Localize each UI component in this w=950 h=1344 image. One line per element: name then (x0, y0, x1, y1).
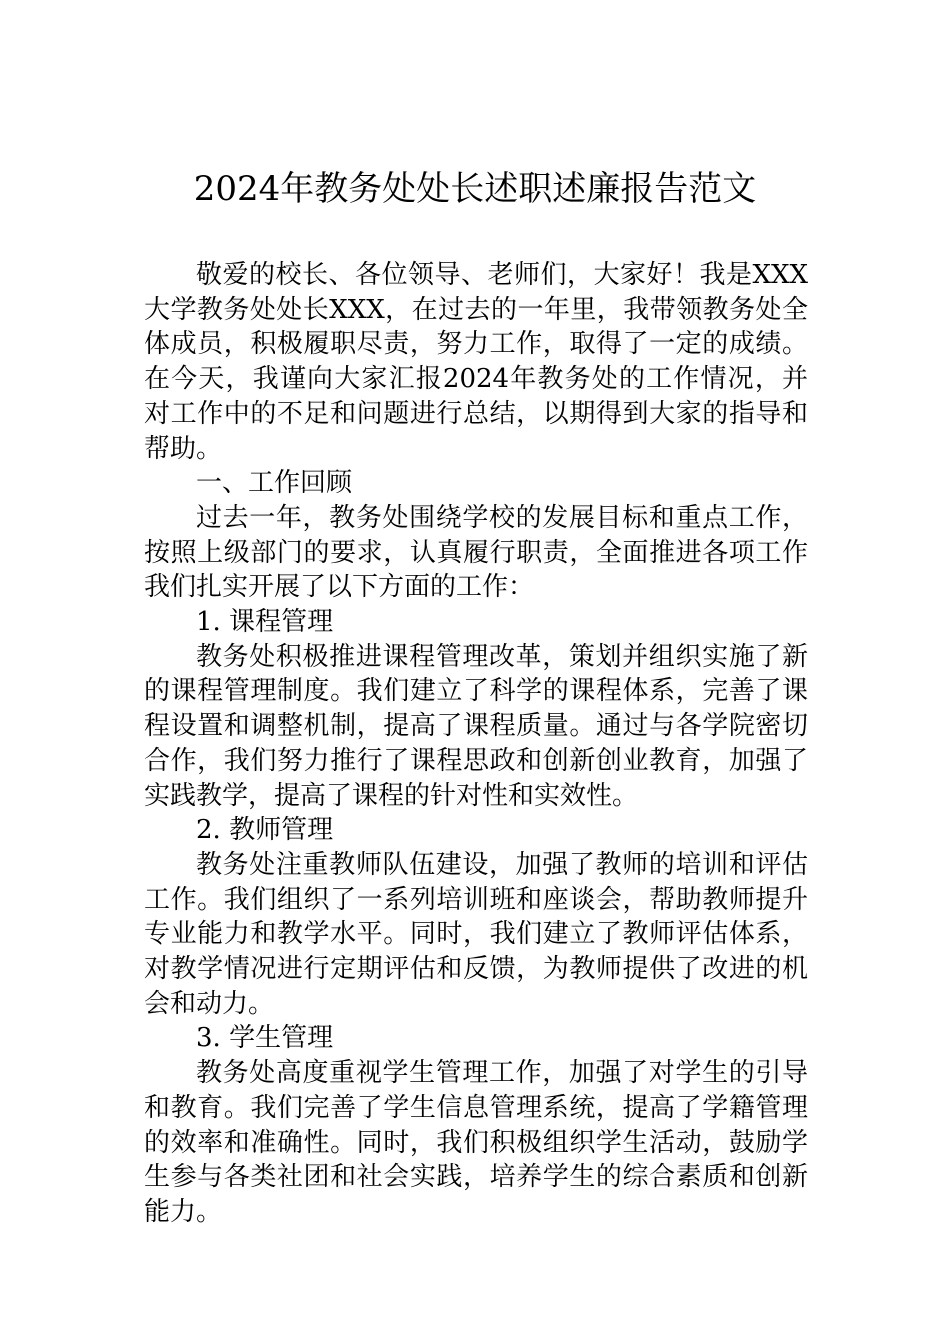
subheading-course-management: 1. 课程管理 (196, 607, 334, 638)
paragraph-course-management: 教务处积极推进课程管理改革，策划并组织实施了新的课程管理制度。我们建立了科学的课程体系，完善了课程设置和调整机制，提高了课程质量。通过与各学院密切合作，我们努力推行了课程思政和创新创业教育，加强了实践教学，提高了课程的针对性和实效性。 (144, 641, 808, 811)
subheading-student-management: 3. 学生管理 (196, 1023, 334, 1054)
document-title: 2024年教务处处长述职述廉报告范文 (193, 169, 757, 209)
paragraph-greeting: 敬爱的校长、各位领导、老师们，大家好！我是XXX大学教务处处长XXX，在过去的一年里，我带领教务处全体成员，积极履职尽责，努力工作，取得了一定的成绩。在今天，我谨向大家汇报2024年教务处的工作情况，并对工作中的不足和问题进行总结，以期得到大家的指导和帮助。 (144, 260, 808, 464)
document-body (144, 258, 808, 1230)
paragraph-student-management: 教务处高度重视学生管理工作，加强了对学生的引导和教育。我们完善了学生信息管理系统，提高了学籍管理的效率和准确性。同时，我们积极组织学生活动，鼓励学生参与各类社团和社会实践，培养学生的综合素质和创新能力。 (144, 1058, 808, 1227)
section-heading-work-review: 一、工作回顾 (196, 468, 353, 499)
subheading-teacher-management: 2. 教师管理 (196, 815, 334, 846)
paragraph-review-intro: 过去一年，教务处围绕学校的发展目标和重点工作，按照上级部门的要求，认真履行职责，全面推进各项工作我们扎实开展了以下方面的工作： (144, 502, 808, 603)
paragraph-teacher-management: 教务处注重教师队伍建设，加强了教师的培训和评估工作。我们组织了一系列培训班和座谈会，帮助教师提升专业能力和教学水平。同时，我们建立了教师评估体系，对教学情况进行定期评估和反馈，为教师提供了改进的机会和动力。 (144, 849, 808, 1019)
